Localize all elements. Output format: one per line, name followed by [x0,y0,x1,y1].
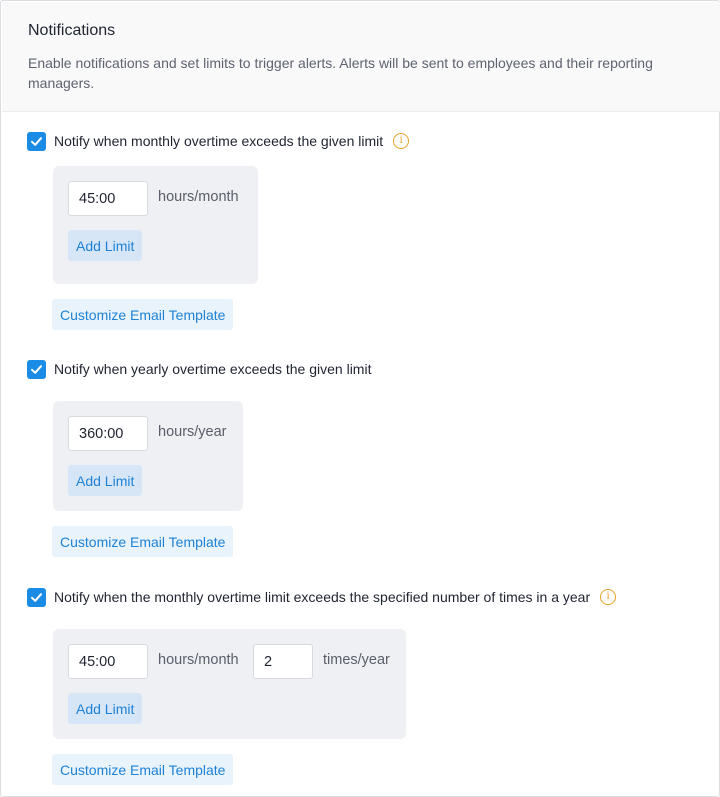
monthly-hours-input[interactable]: 45:00 [68,181,148,216]
frequency-limit-box [53,629,406,739]
yearly-hours-unit: hours/year [158,424,227,440]
customize-email-template-button[interactable]: Customize Email Template [52,299,233,330]
add-limit-button[interactable]: Add Limit [68,693,142,724]
times-per-year-input[interactable]: 2 [253,644,313,679]
yearly-overtime-checkbox[interactable] [27,360,46,379]
frequency-hours-input[interactable]: 45:00 [68,644,148,679]
monthly-overtime-checkbox[interactable] [27,132,46,151]
page-title: Notifications [28,22,116,39]
yearly-overtime-toggle-row[interactable] [27,359,371,379]
times-per-year-unit: times/year [323,652,390,668]
yearly-limit-box [53,401,243,511]
info-icon[interactable]: i [393,133,409,149]
monthly-hours-unit: hours/month [158,189,239,205]
yearly-overtime-label: Notify when yearly overtime exceeds the given limit [54,361,372,377]
checkmark-icon [30,363,43,376]
monthly-limit-frequency-checkbox[interactable] [27,588,46,607]
customize-email-template-button[interactable]: Customize Email Template [52,526,233,557]
customize-email-template-button[interactable]: Customize Email Template [52,754,233,785]
checkmark-icon [30,591,43,604]
add-limit-button[interactable]: Add Limit [68,230,142,261]
monthly-overtime-toggle-row[interactable] [27,131,409,151]
notifications-header [2,2,720,112]
monthly-limit-frequency-toggle-row[interactable] [27,587,616,607]
monthly-overtime-label: Notify when monthly overtime exceeds the given limit [54,133,384,149]
info-icon[interactable]: i [600,589,616,605]
checkmark-icon [30,135,43,148]
frequency-hours-unit: hours/month [158,652,239,668]
yearly-hours-input[interactable]: 360:00 [68,416,148,451]
monthly-limit-frequency-label: Notify when the monthly overtime limit exceeds the specified number of times in a year [54,589,591,605]
add-limit-button[interactable]: Add Limit [68,465,142,496]
monthly-limit-box [53,166,258,284]
page-description: Enable notifications and set limits to trigger alerts. Alerts will be sent to employees and their reporting managers. [28,55,653,91]
